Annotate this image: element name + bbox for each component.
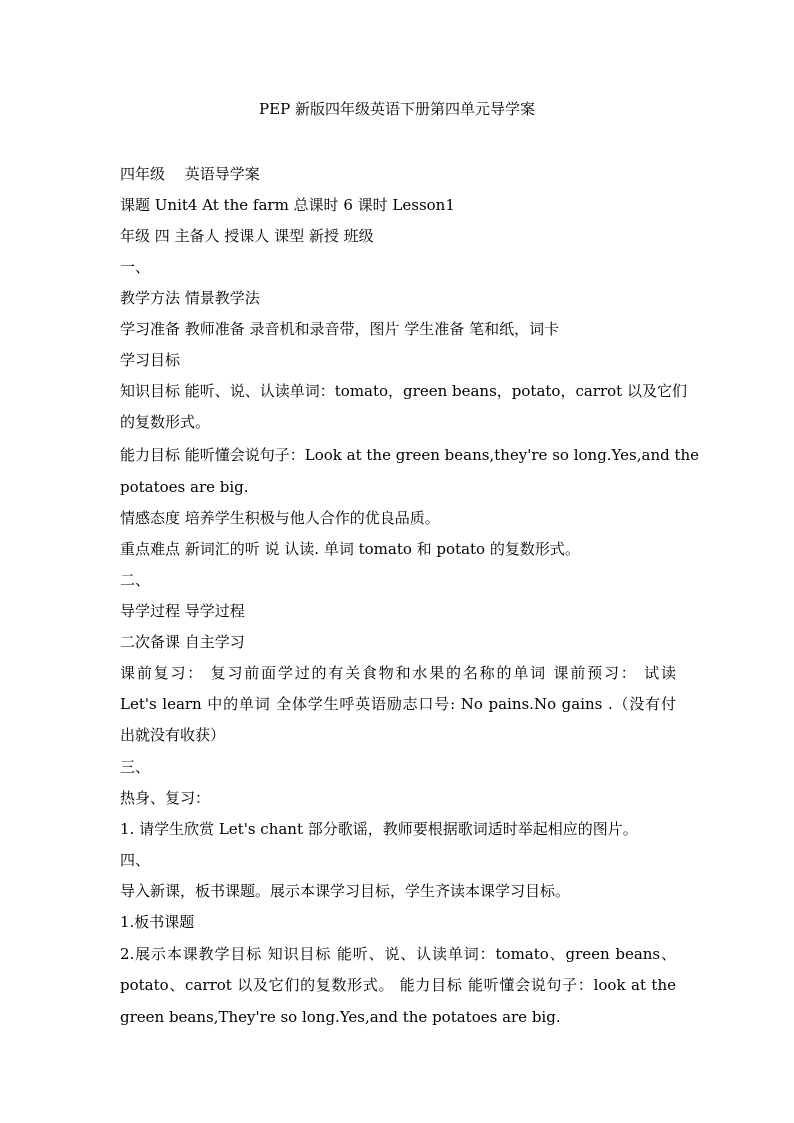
text-line-key-points: 重点难点 新词汇的听 说 认读. 单词 tomato 和 potato 的复数形式。	[120, 540, 580, 558]
text-line-grade-subject: 四年级 英语导学案	[120, 165, 260, 183]
text-line-new-lesson: 导入新课，板书课题。展示本课学习目标，学生齐读本课学习目标。	[120, 882, 571, 900]
text-line-learning-goals: 学习目标	[120, 351, 181, 369]
text-line-warm-up: 热身、复习：	[120, 789, 211, 807]
text-line-slogan: Let's learn 中的单词 全体学生呼英语励志口号: No pains.No gains .（没有付	[120, 695, 676, 713]
section-heading-2: 二、	[120, 571, 151, 589]
text-line-ability-goal-cont: potatoes are big.	[120, 478, 249, 496]
text-line-show-goals: 2.展示本课教学目标 知识目标 能听、说、认读单词：tomato、green beans、	[120, 945, 676, 963]
text-line-knowledge-goal-cont: 的复数形式。	[120, 413, 211, 431]
text-line-teaching-method: 教学方法 情景教学法	[120, 289, 260, 307]
text-line-chant: 1. 请学生欣赏 Let's chant 部分歌谣，教师要根据歌词适时举起相应的图片。	[120, 820, 638, 838]
document-title: PEP 新版四年级英语下册第四单元导学案	[259, 100, 535, 118]
text-line-review-preview: 课前复习： 复习前面学过的有关食物和水果的名称的单词 课前预习： 试读	[120, 664, 676, 682]
text-line-show-goals-cont: potato、carrot 以及它们的复数形式。 能力目标 能听懂会说句子：look at the	[120, 976, 676, 994]
text-line-knowledge-goal: 知识目标 能听、说、认读单词：tomato，green beans，potato，carrot 以及它们	[120, 382, 687, 400]
text-line-emotion-goal: 情感态度 培养学生积极与他人合作的优良品质。	[120, 509, 440, 527]
text-line-preparation: 学习准备 教师准备 录音机和录音带，图片 学生准备 笔和纸，词卡	[120, 320, 560, 338]
text-line-class-info: 年级 四 主备人 授课人 课型 新授 班级	[120, 227, 374, 245]
section-heading-1: 一、	[120, 258, 151, 276]
text-line-self-study: 二次备课 自主学习	[120, 633, 245, 651]
text-line-slogan-cont: 出就没有收获）	[120, 726, 226, 744]
section-heading-4: 四、	[120, 851, 151, 869]
text-line-show-goals-end: green beans,They're so long.Yes,and the potatoes are big.	[120, 1008, 561, 1026]
text-line-ability-goal: 能力目标 能听懂会说句子：Look at the green beans,they're so long.Yes,and the	[120, 446, 700, 464]
text-line-board-title: 1.板书课题	[120, 913, 195, 931]
text-line-guide-process: 导学过程 导学过程	[120, 602, 245, 620]
text-line-lesson-topic: 课题 Unit4 At the farm 总课时 6 课时 Lesson1	[120, 196, 455, 214]
section-heading-3: 三、	[120, 758, 151, 776]
